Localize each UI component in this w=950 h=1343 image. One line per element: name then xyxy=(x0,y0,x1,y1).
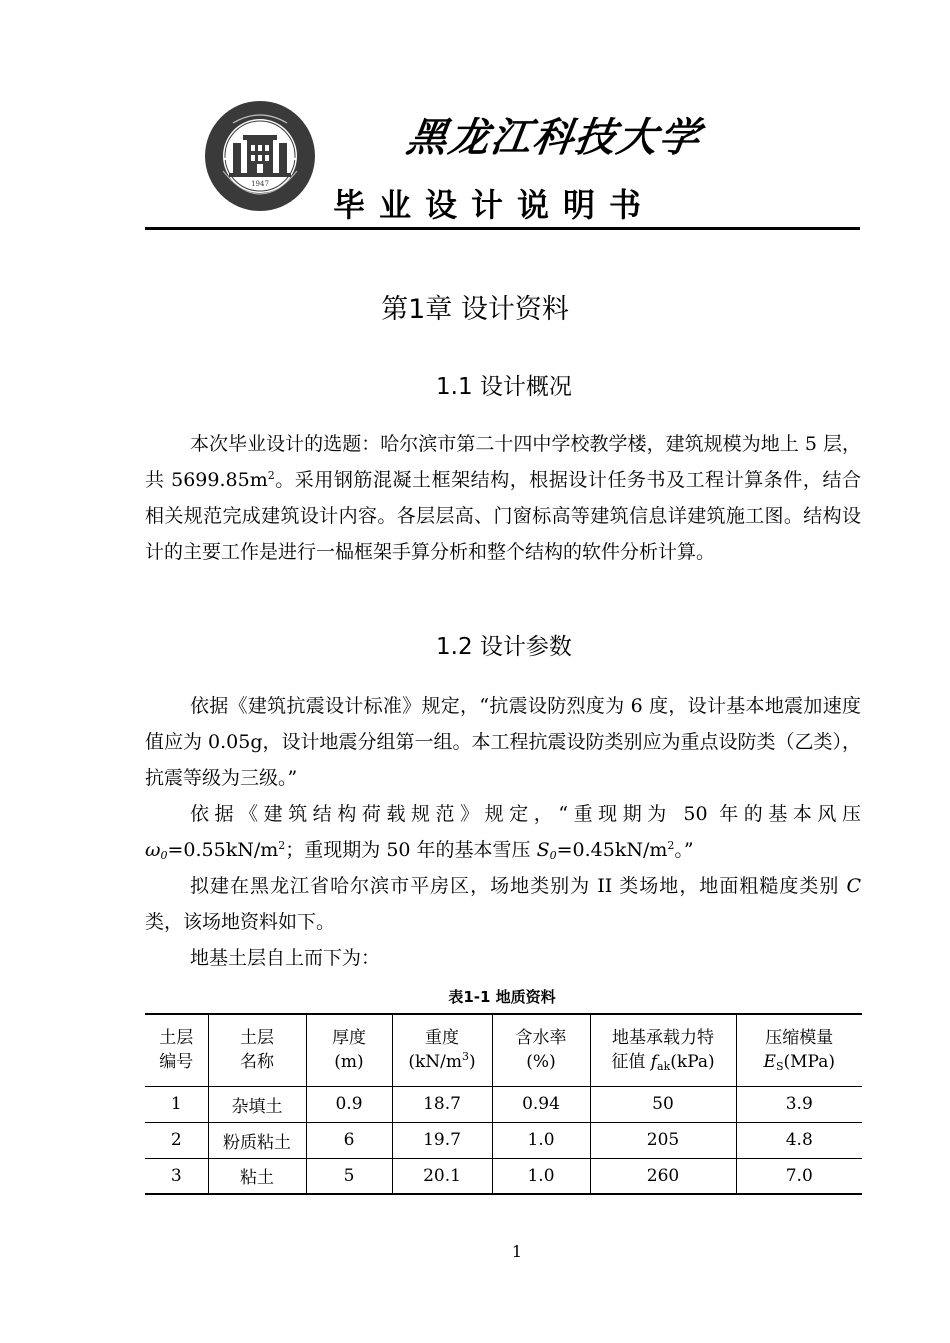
table-cell: 1 xyxy=(145,1086,208,1122)
header-water-content: 含水率 (%) xyxy=(492,1014,590,1086)
load-paragraph: 依据《建筑结构荷载规范》规定，“重现期为 50 年的基本风压 $\omega_0=0.55kN/m^2$；重现期为 50 年的基本雪压 $S_0=0.45kN/m^2$。” xyxy=(145,803,861,862)
table-caption: 表1-1 地质资料 xyxy=(448,988,556,1006)
table-cell: 3 xyxy=(145,1158,208,1194)
section-title-1-2: 1.2 设计参数 xyxy=(436,634,572,660)
header-thickness: 厚度 (m) xyxy=(306,1014,392,1086)
university-name-logo: 黑龙江科技大学 xyxy=(403,114,705,161)
chapter-title: 第1章 设计资料 xyxy=(381,294,569,325)
seismic-paragraph: 依据《建筑抗震设计标准》规定，“抗震设防烈度为 6 度，设计基本地震加速度值应为 0.05g，设计地震分组第一组。本工程抗震设防类别应为重点设防类（乙类），抗震等级为三级。” xyxy=(145,695,862,789)
section-title-1-1: 1.1 设计概况 xyxy=(436,374,572,400)
overview-paragraph: 本次毕业设计的选题：哈尔滨市第二十四中学校教学楼，建筑规模为地上 5 层，共 $5699.85m^2$。采用钢筋混凝土框架结构，根据设计任务书及工程计算条件，结合相关规范完成建筑设计内容。各层层高、门窗标高等建筑信息详建筑施工图。结构设计的主要工作是进行一榀框架手算分析和整个结构的软件分析计算。 xyxy=(145,433,861,563)
table-cell: 205 xyxy=(590,1122,736,1158)
university-seal-logo xyxy=(203,99,317,213)
table-cell: 260 xyxy=(590,1158,736,1194)
table-cell: 1.0 xyxy=(492,1122,590,1158)
table-cell: 0.9 xyxy=(306,1086,392,1122)
table-cell: 19.7 xyxy=(392,1122,492,1158)
table-header-row xyxy=(145,1014,862,1086)
table-cell: 3.9 xyxy=(736,1086,862,1122)
table-cell: 1.0 xyxy=(492,1158,590,1194)
table-cell: 0.94 xyxy=(492,1086,590,1122)
table-cell: 50 xyxy=(590,1086,736,1122)
table-cell: 20.1 xyxy=(392,1158,492,1194)
table-row xyxy=(145,1158,862,1194)
header-bearing-capacity: 地基承载力特 征值 $f_{ak}(kPa)$ xyxy=(590,1014,736,1086)
soil-intro-paragraph: 地基土层自上而下为： xyxy=(190,947,381,969)
table-cell: 杂填土 xyxy=(208,1086,306,1122)
table-cell: 5 xyxy=(306,1158,392,1194)
site-paragraph: 拟建在黑龙江省哈尔滨市平房区，场地类别为 II 类场地，地面粗糙度类别 C 类，该场地资料如下。 xyxy=(145,875,861,933)
svg-text:1947: 1947 xyxy=(251,180,269,188)
document-header xyxy=(145,95,863,233)
table-cell: 18.7 xyxy=(392,1086,492,1122)
page-number: 1 xyxy=(511,1242,523,1261)
table-cell: 粘土 xyxy=(208,1158,306,1194)
document-type-title: 毕业设计说明书 xyxy=(333,186,656,224)
table-cell: 4.8 xyxy=(736,1122,862,1158)
header-divider xyxy=(145,227,860,230)
table-row xyxy=(145,1086,862,1122)
table-cell: 6 xyxy=(306,1122,392,1158)
table-cell: 7.0 xyxy=(736,1158,862,1194)
table-cell: 2 xyxy=(145,1122,208,1158)
header-layer-name: 土层 名称 xyxy=(208,1014,306,1086)
header-compression-modulus: 压缩模量 $E_S(MPa)$ xyxy=(736,1014,862,1086)
header-unit-weight: 重度 $(kN/m^3)$ xyxy=(392,1014,492,1086)
table-cell: 粉质粘土 xyxy=(208,1122,306,1158)
geology-table xyxy=(145,1013,862,1195)
header-layer-number: 土层 编号 xyxy=(145,1014,208,1086)
table-row xyxy=(145,1122,862,1158)
